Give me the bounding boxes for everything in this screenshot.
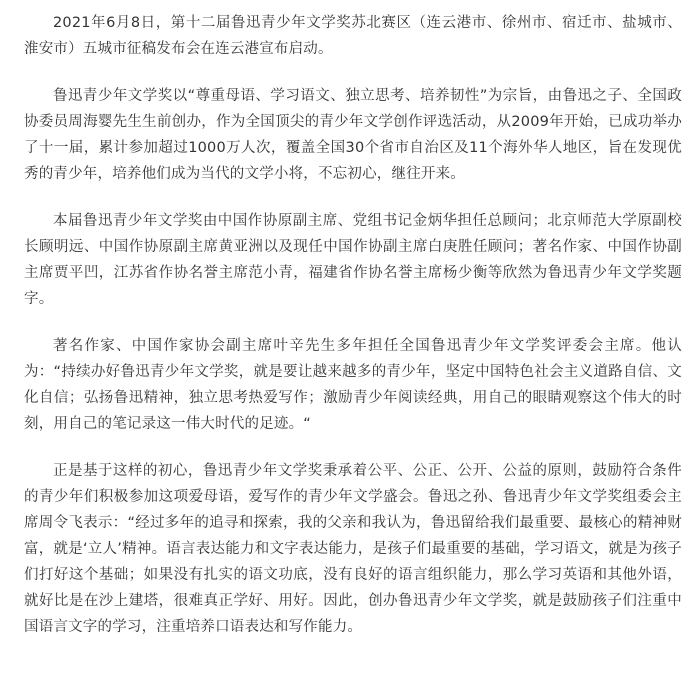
article-paragraph-1: 2021年6月8日，第十二届鲁迅青少年文学奖苏北赛区（连云港市、徐州市、宿迁市、盐城市、淮安市）五城市征稿发布会在连云港宣布启动。	[24, 15, 682, 57]
article-paragraph-2: 鲁迅青少年文学奖以“尊重母语、学习语文、独立思考、培养韧性”为宗旨，由鲁迅之子、全国政协委员周海婴先生生前创办，作为全国顶尖的青少年文学创作评选活动，从2009年开始，已成功举办了十一届，累计参加超过1000万人次，覆盖全国30个省市自治区及11个海外华人地区，旨在发现优秀的青少年，培养他们成为当代的文学小将，不忘初心，继往开来。	[24, 88, 682, 182]
article-paragraph-3: 本届鲁迅青少年文学奖由中国作协原副主席、党组书记金炳华担任总顾问；北京师范大学原副校长顾明远、中国作协原副主席黄亚洲以及现任中国作协副主席白庚胜任顾问；著名作家、中国作协副主席贾平凹，江苏省作协名誉主席范小青，福建省作协名誉主席杨少衡等欣然为鲁迅青少年文学奖题字。	[24, 213, 682, 307]
article-paragraph-4: 著名作家、中国作家协会副主席叶辛先生多年担任全国鲁迅青少年文学奖评委会主席。他认为：“持续办好鲁迅青少年文学奖，就是要让越来越多的青少年，坚定中国特色社会主义道路自信、文化自信；弘扬鲁迅精神，独立思考热爱写作；激励青少年阅读经典，用自己的眼睛观察这个伟大的时刻，用自己的笔记录这一伟大时代的足迹。“	[24, 338, 682, 432]
article-paragraph-5: 正是基于这样的初心，鲁迅青少年文学奖秉承着公平、公正、公开、公益的原则，鼓励符合条件的青少年们积极参加这项爱母语，爱写作的青少年文学盛会。鲁迅之孙、鲁迅青少年文学奖组委会主席周令飞表示：“经过多年的追寻和探索，我的父亲和我认为，鲁迅留给我们最重要、最核心的精神财富，就是‘立人’精神。语言表达能力和文字表达能力，是孩子们最重要的基础，学习语文，就是为孩子们打好这个基础；如果没有扎实的语文功底，没有良好的语言组织能力，那么学习英语和其他外语，就好比是在沙上建塔，很难真正学好、用好。因此，创办鲁迅青少年文学奖，就是鼓励孩子们注重中国语言文字的学习，注重培养口语表达和写作能力。	[24, 463, 682, 635]
